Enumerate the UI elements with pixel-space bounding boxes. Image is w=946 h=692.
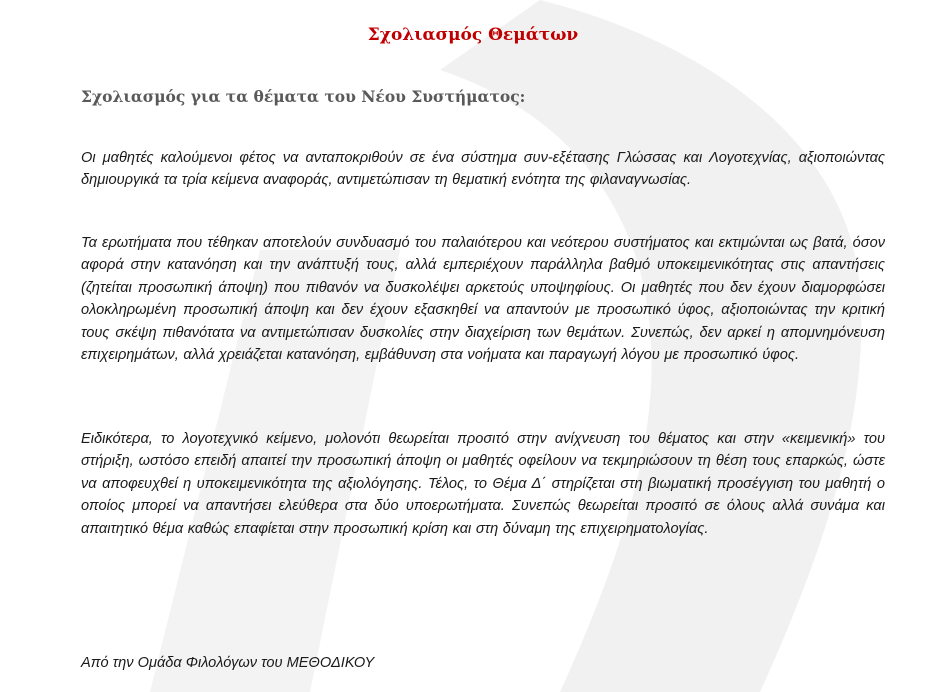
paragraph-intro: Οι μαθητές καλούμενοι φέτος να ανταποκριθούν σε ένα σύστημα συν-εξέτασης Γλώσσας και Λογοτεχνίας, αξιοποιώντας δημιουργικά τα τρία κείμενα αναφοράς, αντιμετώπισαν τη θεματική ενότητα της φιλαναγνωσίας. bbox=[81, 150, 885, 189]
document-signature: Από την Ομάδα Φιλολόγων του ΜΕΘΟΔΙΚΟΥ bbox=[81, 655, 375, 671]
document-subtitle: Σχολιασμός για τα θέματα του Νέου Συστήματος: bbox=[81, 87, 526, 106]
document-title: Σχολιασμός Θεμάτων bbox=[367, 25, 579, 45]
paragraph-questions: Τα ερωτήματα που τέθηκαν αποτελούν συνδυασμό του παλαιότερου και νεότερου συστήματος και εκτιμώνται ως βατά, όσον αφορά στην κατανόηση και την ανάπτυξή τους, αλλά εμπεριέχουν παράλληλα βαθμό υποκειμενικότητας στις απαντήσεις (ζητείται προσωπική άποψη) που πιθανόν να δυσκολέψει αρκετούς υποψηφίους. Οι μαθητές που δεν έχουν διαμορφώσει ολοκληρωμένη προσωπική άποψη και δεν έχουν εξασκηθεί να απαντούν με προσωπικό ύφος, αξιοποιώντας την κριτική τους σκέψη πιθανότατα να αντιμετώπισαν δυσκολίες στην διαχείριση των θεμάτων. Συνεπώς, δεν αρκεί η απομνημόνευση επιχειρημάτων, αλλά χρειάζεται κατανόηση, εμβάθυνση στα νοήματα και παραγωγή λόγου με προσωπικό ύφος. bbox=[81, 235, 885, 364]
paragraph-literature: Ειδικότερα, το λογοτεχνικό κείμενο, μολονότι θεωρείται προσιτό στην ανίχνευση του θέματος και στην «κειμενική» του στήριξη, ωστόσο επειδή απαιτεί την προσωπική άποψη οι μαθητές οφείλουν να τεκμηριώσουν τη θέση τους επαρκώς, ώστε να αποφευχθεί η υποκειμενικότητα της αξιολόγησης. Τέλος, το Θέμα Δ΄ στηρίζεται στη βιωματική προσέγγιση του μαθητή ο οποίος μπορεί να απαντήσει ελεύθερα στα δύο υποερωτήματα. Συνεπώς θεωρείται προσιτό σε όλους αλλά συνάμα και απαιτητικό θέμα καθώς επαφίεται στην προσωπική κρίση και στη δύναμη της επιχειρηματολογίας. bbox=[81, 431, 885, 537]
